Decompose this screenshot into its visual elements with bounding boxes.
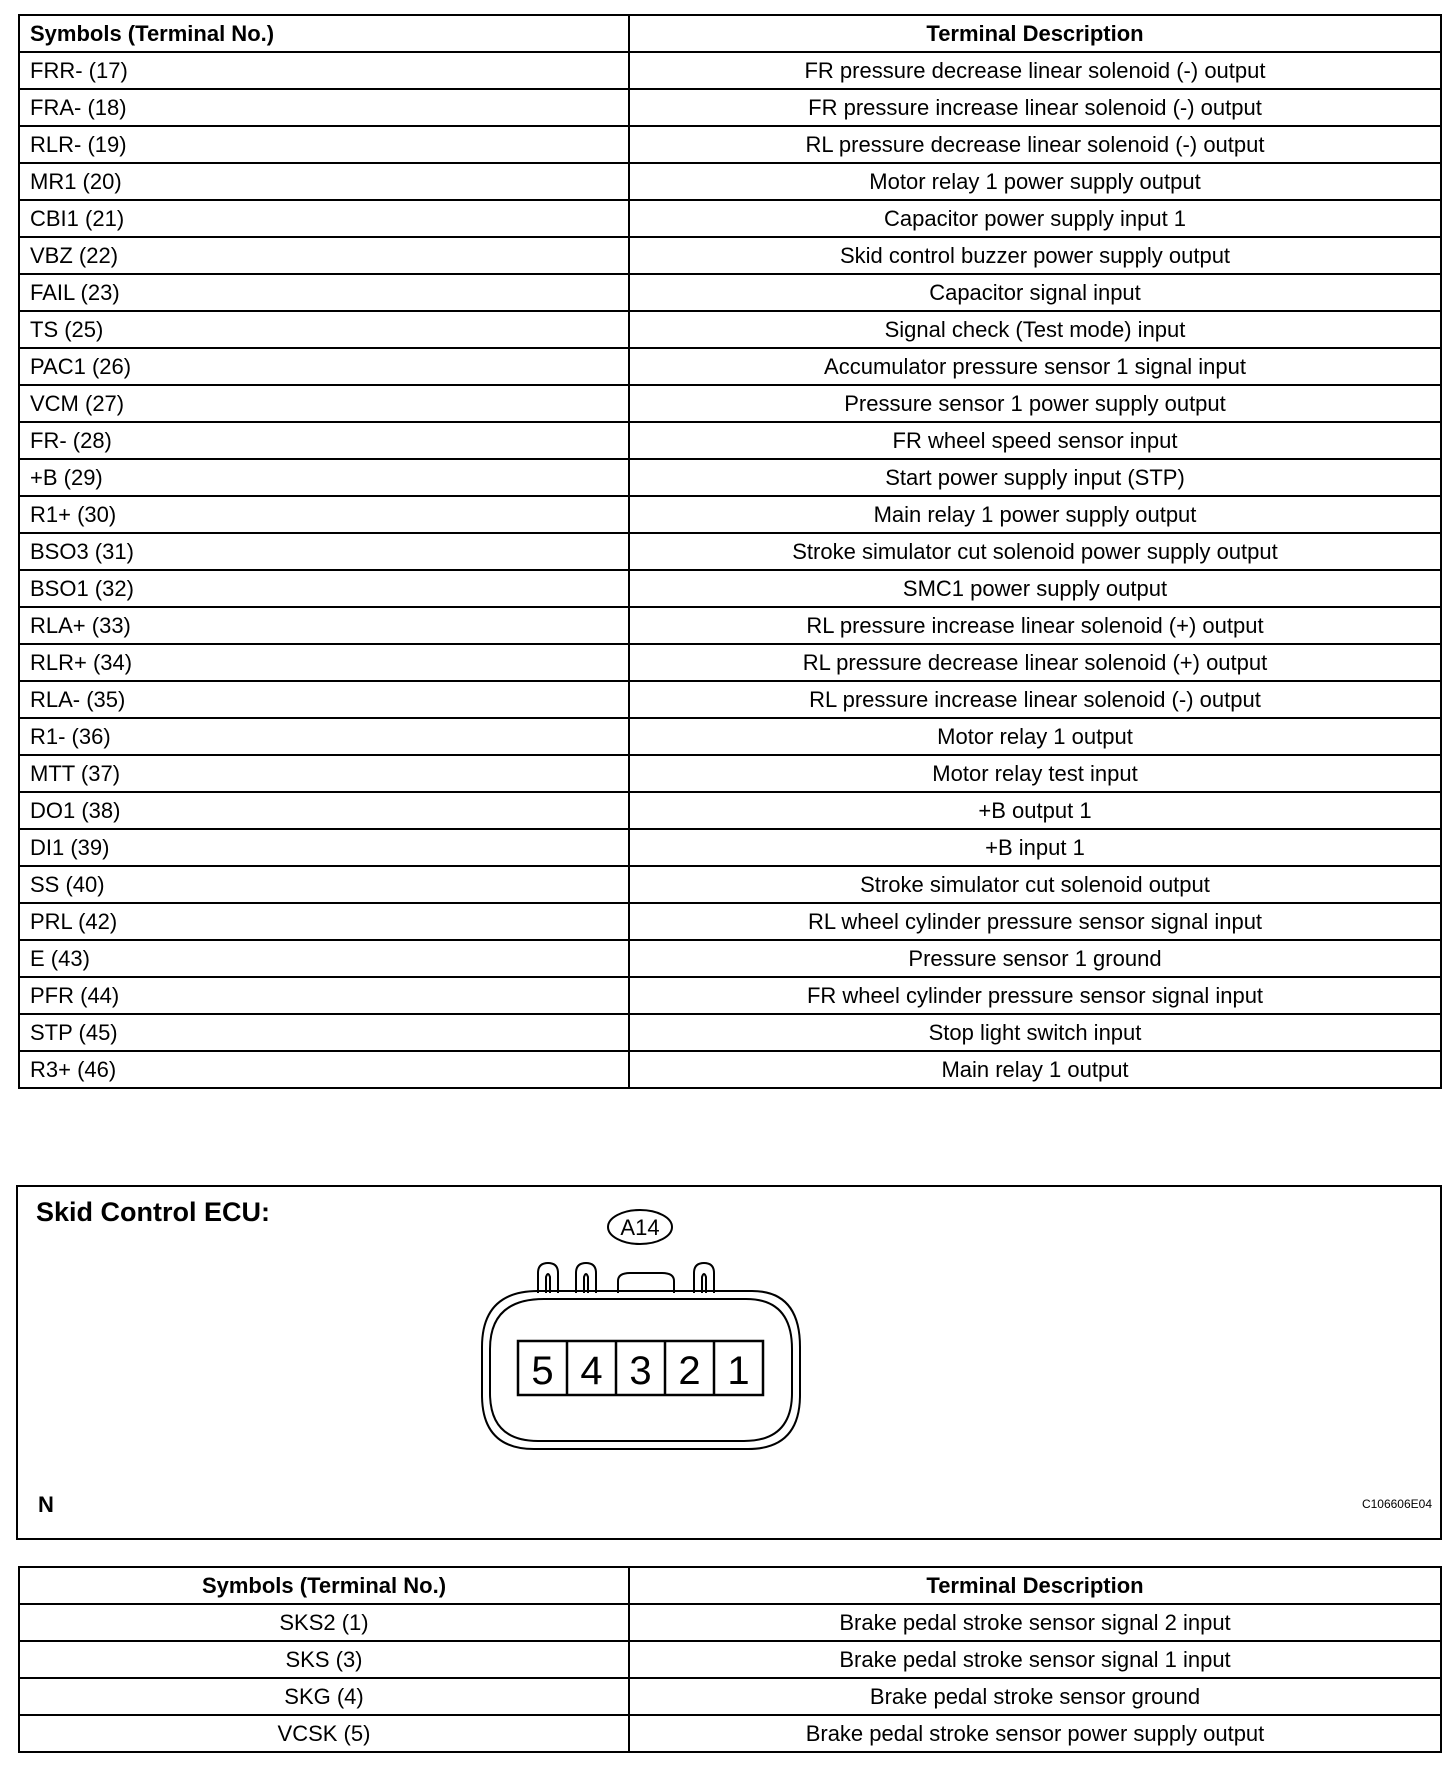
terminal-symbol: VCM (27) [19, 385, 629, 422]
figure-code: C106606E04 [1361, 1497, 1432, 1511]
terminal-description: Main relay 1 power supply output [629, 496, 1441, 533]
table-row [19, 89, 1441, 126]
terminal-symbol: R3+ (46) [19, 1051, 629, 1088]
terminal-symbol: FR- (28) [19, 422, 629, 459]
table-row [19, 200, 1441, 237]
table-body [19, 52, 1441, 1088]
table-row [19, 533, 1441, 570]
table-row [19, 1014, 1441, 1051]
terminal-description: SMC1 power supply output [629, 570, 1441, 607]
table-row [19, 1678, 1441, 1715]
terminal-symbol: RLR- (19) [19, 126, 629, 163]
terminal-description: +B output 1 [629, 792, 1441, 829]
terminal-symbol: BSO1 (32) [19, 570, 629, 607]
pin-number: 5 [531, 1349, 554, 1393]
table-row [19, 422, 1441, 459]
table-row [19, 940, 1441, 977]
terminal-symbol: DI1 (39) [19, 829, 629, 866]
terminal-description: Capacitor signal input [629, 274, 1441, 311]
table-row [19, 718, 1441, 755]
terminal-symbol: PFR (44) [19, 977, 629, 1014]
terminal-description: Motor relay 1 power supply output [629, 163, 1441, 200]
terminal-symbol: PAC1 (26) [19, 348, 629, 385]
view-mark: N [38, 1492, 54, 1517]
table-row [19, 274, 1441, 311]
terminal-description: Start power supply input (STP) [629, 459, 1441, 496]
terminal-description: Brake pedal stroke sensor ground [629, 1678, 1441, 1715]
terminal-symbol: R1- (36) [19, 718, 629, 755]
terminal-description: RL pressure decrease linear solenoid (-) output [629, 126, 1441, 163]
terminal-symbol: FRA- (18) [19, 89, 629, 126]
terminal-description: Signal check (Test mode) input [629, 311, 1441, 348]
pin-number: 4 [580, 1349, 603, 1393]
table-row [19, 496, 1441, 533]
terminal-description: Motor relay 1 output [629, 718, 1441, 755]
terminal-symbol: SKS (3) [19, 1641, 629, 1678]
terminal-symbol: FAIL (23) [19, 274, 629, 311]
table-row [19, 163, 1441, 200]
terminal-symbol: RLA+ (33) [19, 607, 629, 644]
terminal-symbol: SKS2 (1) [19, 1604, 629, 1641]
pin-number: 2 [678, 1349, 701, 1393]
connector-tabs [538, 1263, 714, 1293]
table-row [19, 607, 1441, 644]
table-row [19, 1715, 1441, 1752]
column-header-description: Terminal Description [629, 1567, 1441, 1604]
terminal-symbol: SKG (4) [19, 1678, 629, 1715]
terminal-symbol: TS (25) [19, 311, 629, 348]
table-row [19, 829, 1441, 866]
table-row [19, 570, 1441, 607]
column-header-description: Terminal Description [629, 15, 1441, 52]
terminal-symbol: E (43) [19, 940, 629, 977]
table-row [19, 459, 1441, 496]
terminal-description: Stroke simulator cut solenoid power supply output [629, 533, 1441, 570]
table-row [19, 52, 1441, 89]
table-row [19, 348, 1441, 385]
terminal-description: Pressure sensor 1 ground [629, 940, 1441, 977]
table-row [19, 1641, 1441, 1678]
terminal-description: Pressure sensor 1 power supply output [629, 385, 1441, 422]
terminal-description: Stop light switch input [629, 1014, 1441, 1051]
table-row [19, 237, 1441, 274]
terminal-symbol: SS (40) [19, 866, 629, 903]
pin-number: 3 [629, 1349, 652, 1393]
connector-label: A14 [620, 1215, 660, 1240]
terminal-table-lower [18, 1566, 1442, 1753]
pin-number: 1 [727, 1349, 750, 1393]
terminal-description: FR pressure increase linear solenoid (-) output [629, 89, 1441, 126]
table-body [19, 1604, 1441, 1752]
terminal-symbol: PRL (42) [19, 903, 629, 940]
table-row [19, 681, 1441, 718]
terminal-table-upper [18, 14, 1442, 1089]
terminal-description: RL wheel cylinder pressure sensor signal input [629, 903, 1441, 940]
terminal-description: Main relay 1 output [629, 1051, 1441, 1088]
table-row [19, 1604, 1441, 1641]
table-row [19, 792, 1441, 829]
terminal-symbol: STP (45) [19, 1014, 629, 1051]
ecu-title: Skid Control ECU: [36, 1197, 270, 1227]
terminal-description: Accumulator pressure sensor 1 signal input [629, 348, 1441, 385]
terminal-description: +B input 1 [629, 829, 1441, 866]
terminal-description: Motor relay test input [629, 755, 1441, 792]
terminal-description: Brake pedal stroke sensor power supply output [629, 1715, 1441, 1752]
table-row [19, 644, 1441, 681]
terminal-description: RL pressure increase linear solenoid (-) output [629, 681, 1441, 718]
terminal-symbol: R1+ (30) [19, 496, 629, 533]
terminal-symbol: VCSK (5) [19, 1715, 629, 1752]
terminal-description: FR wheel cylinder pressure sensor signal input [629, 977, 1441, 1014]
terminal-description: Brake pedal stroke sensor signal 2 input [629, 1604, 1441, 1641]
table-row [19, 1051, 1441, 1088]
table-row [19, 311, 1441, 348]
terminal-symbol: CBI1 (21) [19, 200, 629, 237]
column-header-symbols: Symbols (Terminal No.) [19, 1567, 629, 1604]
terminal-symbol: +B (29) [19, 459, 629, 496]
table-row [19, 126, 1441, 163]
table-header-row [19, 1567, 1441, 1604]
terminal-description: Skid control buzzer power supply output [629, 237, 1441, 274]
terminal-description: FR wheel speed sensor input [629, 422, 1441, 459]
terminal-symbol: VBZ (22) [19, 237, 629, 274]
connector-figure [16, 1185, 1442, 1540]
terminal-symbol: RLR+ (34) [19, 644, 629, 681]
terminal-symbol: RLA- (35) [19, 681, 629, 718]
terminal-description: RL pressure increase linear solenoid (+) output [629, 607, 1441, 644]
terminal-symbol: MTT (37) [19, 755, 629, 792]
terminal-symbol: BSO3 (31) [19, 533, 629, 570]
terminal-description: RL pressure decrease linear solenoid (+) output [629, 644, 1441, 681]
table-row [19, 903, 1441, 940]
column-header-symbols: Symbols (Terminal No.) [19, 15, 629, 52]
connector-drawing [18, 1187, 1440, 1538]
pin-cells [531, 1341, 749, 1395]
table-header-row [19, 15, 1441, 52]
terminal-symbol: FRR- (17) [19, 52, 629, 89]
terminal-description: Brake pedal stroke sensor signal 1 input [629, 1641, 1441, 1678]
terminal-description: FR pressure decrease linear solenoid (-) output [629, 52, 1441, 89]
terminal-description: Capacitor power supply input 1 [629, 200, 1441, 237]
table-row [19, 977, 1441, 1014]
terminal-description: Stroke simulator cut solenoid output [629, 866, 1441, 903]
terminal-symbol: MR1 (20) [19, 163, 629, 200]
terminal-symbol: DO1 (38) [19, 792, 629, 829]
table-row [19, 866, 1441, 903]
table-row [19, 755, 1441, 792]
table-row [19, 385, 1441, 422]
